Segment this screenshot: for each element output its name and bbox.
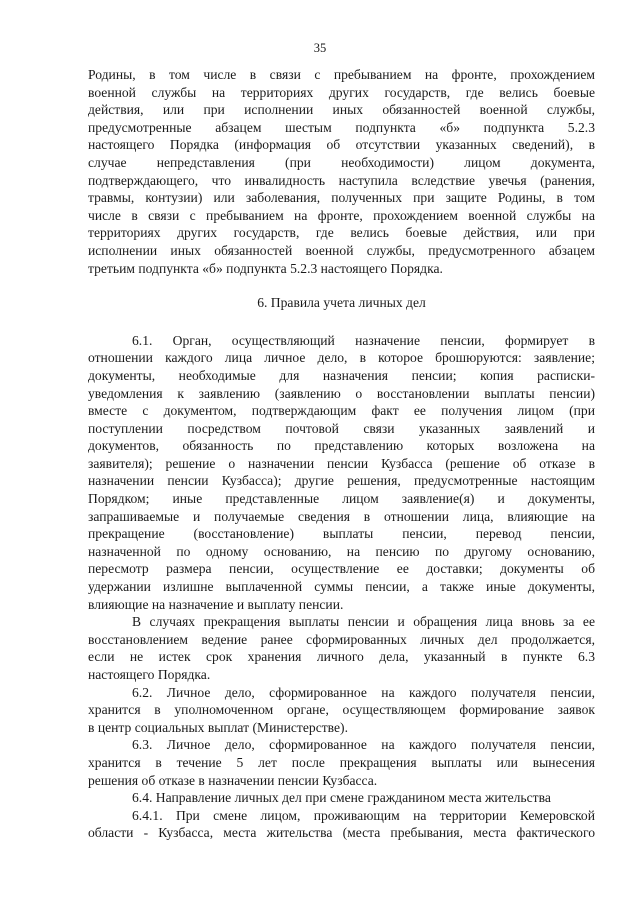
- text-line: поступлении посредством почтовой связи указанных заявлений и: [88, 420, 595, 436]
- text-line: области - Кузбасса, места жительства (места пребывания, места фактического: [88, 825, 595, 841]
- text-line: 6.4.1. При смене лицом, проживающим на территории Кемеровской: [132, 807, 595, 823]
- text-line: если не истек срок хранения личного дела, указанный в пункте 6.3: [88, 649, 595, 665]
- text-line: удержании излишне выплаченной суммы пенсии, а также иные документы,: [88, 579, 595, 595]
- text-line: запрашиваемые и получаемые сведения в отношении лица, влияющие на: [88, 508, 595, 524]
- paragraph: [88, 613, 595, 683]
- text-line: влияющие на назначение и выплату пенсии.: [88, 596, 344, 612]
- text-line: 6.2. Личное дело, сформированное на каждого получателя пенсии,: [132, 684, 595, 700]
- text-line: настоящего Порядка (информация об отсутствии указанных сведений), в: [88, 137, 595, 153]
- text-line: военной службы на территориях других государств, где велись боевые: [88, 84, 595, 100]
- text-line: уведомления к заявлению (заявлению о восстановлении выплаты пенсии): [88, 385, 595, 401]
- paragraph: [88, 807, 595, 842]
- text-line: подтверждающего, что инвалидность наступила вследствие увечья (ранения,: [88, 172, 595, 188]
- text-line: в центр социальных выплат (Министерстве).: [88, 719, 348, 735]
- text-line: действия, или при исполнении иных обязанностей военной службы,: [88, 102, 595, 118]
- text-line: 6.1. Орган, осуществляющий назначение пенсии, формирует в: [132, 332, 595, 348]
- text-line: случае непредставления (при необходимости) лицом документа,: [88, 154, 595, 170]
- page-number: 35: [313, 41, 327, 55]
- paragraph: [88, 332, 595, 614]
- text-line: хранится в течение 5 лет после прекращения выплаты или вынесения: [88, 754, 595, 770]
- section-body: [88, 332, 595, 842]
- text-line: отношении каждого лица личное дело, в которое брошюруются: заявление;: [88, 350, 595, 366]
- text-line: числе в связи с пребыванием на фронте, прохождением военной службы на: [88, 207, 595, 223]
- text-line: назначенной по одному основанию, на пенсию по другому основанию,: [88, 543, 595, 559]
- text-line: прекращение (восстановление) выплаты пенсии, перевод пенсии,: [88, 526, 595, 542]
- text-line: В случаях прекращения выплаты пенсии и обращения лица вновь за ее: [132, 614, 595, 630]
- text-line: территориях других государств, где велись боевые действия, или при: [88, 225, 595, 241]
- text-line: предусмотренные абзацем шестым подпункта «б» подпункта 5.2.3: [88, 119, 595, 135]
- text-line: пересмотр размера пенсии, осуществление ее доставки; документы об: [88, 561, 595, 577]
- text-line: решения об отказе в назначении пенсии Кузбасса.: [88, 772, 378, 788]
- paragraph: [88, 789, 595, 807]
- text-line: третьим подпункта «б» подпункта 5.2.3 настоящего Порядка.: [88, 260, 443, 276]
- text-line: Родины, в том числе в связи с пребыванием на фронте, прохождением: [88, 67, 595, 82]
- text-line: документы, необходимые для назначения пенсии; копия расписки-: [88, 367, 595, 383]
- text-line: вместе с документом, подтверждающим факт ее получения лицом (при: [88, 403, 595, 419]
- text-line: травмы, контузии) или заболевания, полученных при защите Родины, в том: [88, 190, 595, 206]
- text-line: хранится в уполномоченном органе, осуществляющем формирование заявок: [88, 702, 595, 718]
- text-line: настоящего Порядка.: [88, 667, 211, 682]
- text-line: Порядком; иные представленные лицом заявление(я) и документы,: [88, 491, 595, 507]
- text-line: документов, обязанность по представлению которых возложена на: [88, 438, 595, 454]
- paragraph: [88, 736, 595, 789]
- section-heading: 6. Правила учета личных дел: [257, 295, 426, 311]
- page-body: [88, 66, 595, 842]
- text-line: заявителя); решение о назначении пенсии Кузбасса (решение об отказе в: [88, 455, 595, 471]
- text-line: 6.4. Направление личных дел при смене гражданином места жительства: [132, 790, 551, 806]
- text-line: назначении пенсии Кузбасса); другие решения, предусмотренные настоящим: [88, 473, 595, 489]
- intro-paragraph: [88, 66, 595, 277]
- text-line: восстановлением ведение ранее сформированных личных дел продолжается,: [88, 631, 595, 647]
- text-line: 6.3. Личное дело, сформированное на каждого получателя пенсии,: [132, 737, 595, 753]
- text-line: исполнении иных обязанностей военной службы, предусмотренного абзацем: [88, 242, 595, 258]
- paragraph: [88, 684, 595, 737]
